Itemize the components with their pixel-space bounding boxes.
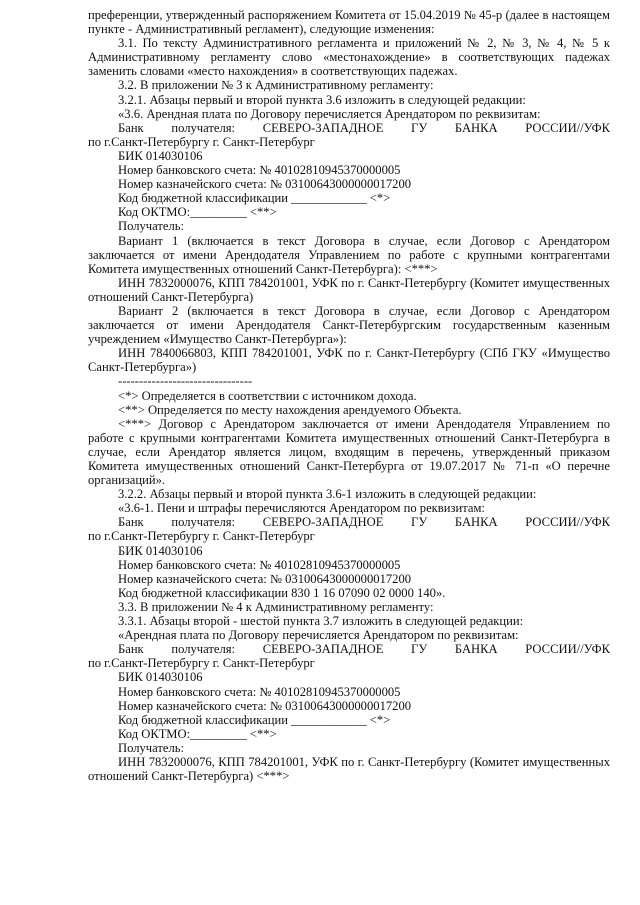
paragraph: Номер казначейского счета: № 03100643000000017200 — [118, 571, 412, 586]
paragraph: 3.3.1. Абзацы второй - шестой пункта 3.7 изложить в следующей редакции: — [118, 614, 524, 629]
paragraph: Код ОКТМО:_________ <**> — [118, 726, 277, 741]
paragraph: Вариант 2 (включается в текст Договора в случае, если Договор с Арендатором заключается от имени Арендодателя Санкт-Петербургским государственным казенным учреждением «Имущество Санкт-Петербурга»): — [88, 303, 610, 347]
paragraph: по г.Санкт-Петербургу г. Санкт-Петербург — [88, 529, 315, 544]
paragraph: БИК 014030106 — [118, 543, 203, 558]
paragraph: Код бюджетной классификации ____________ <*> — [118, 191, 391, 206]
paragraph: по г.Санкт-Петербургу г. Санкт-Петербург — [88, 656, 315, 671]
paragraph: БИК 014030106 — [118, 148, 203, 163]
paragraph: преференции, утвержденный распоряжением Комитета от 15.04.2019 № 45-р (далее в настоящем пункте - Административный регламент), следующие изменения: — [88, 8, 610, 37]
paragraph: Вариант 1 (включается в текст Договора в случае, если Договор с Арендатором заключается от имени Арендодателя Управлением по работе с крупными контрагентами Комитета имущественных отношений Санкт-Петербурга): <***> — [88, 233, 610, 276]
paragraph: ИНН 7832000076, КПП 784201001, УФК по г. Санкт-Петербургу (Комитет имущественных отношений Санкт-Петербурга) <***> — [88, 754, 610, 784]
paragraph: Номер банковского счета: № 40102810945370000005 — [118, 684, 401, 699]
paragraph: 3.2. В приложении № 3 к Административному регламенту: — [118, 78, 434, 93]
paragraph: «3.6-1. Пени и штрафы перечисляются Арендатором по реквизитам: — [118, 501, 485, 516]
paragraph: 3.2.2. Абзацы первый и второй пункта 3.6-1 изложить в следующей редакции: — [118, 487, 537, 502]
paragraph: Банк получателя: СЕВЕРО-ЗАПАДНОЕ ГУ БАНКА РОССИИ//УФК — [118, 515, 610, 530]
paragraph: Получатель: — [118, 740, 185, 755]
paragraph: Номер банковского счета: № 40102810945370000005 — [118, 163, 401, 178]
paragraph: 3.3. В приложении № 4 к Административному регламенту: — [118, 599, 434, 614]
paragraph: Код ОКТМО:_________ <**> — [118, 205, 277, 220]
paragraph: «3.6. Арендная плата по Договору перечисляется Арендатором по реквизитам: — [118, 106, 541, 121]
paragraph: Получатель: — [118, 219, 185, 234]
paragraph: БИК 014030106 — [118, 670, 203, 685]
paragraph: Код бюджетной классификации ____________ <*> — [118, 712, 391, 727]
paragraph: Номер казначейского счета: № 03100643000000017200 — [118, 177, 412, 192]
paragraph: Код бюджетной классификации 830 1 16 07090 02 0000 140». — [118, 585, 446, 600]
paragraph: ИНН 7840066803, КПП 784201001, УФК по г. Санкт-Петербургу (СПб ГКУ «Имущество Санкт-Петербурга») — [88, 346, 610, 375]
paragraph: Банк получателя: СЕВЕРО-ЗАПАДНОЕ ГУ БАНКА РОССИИ//УФК — [118, 642, 610, 657]
paragraph: 3.2.1. Абзацы первый и второй пункта 3.6 изложить в следующей редакции: — [118, 92, 526, 107]
paragraph: <***> Договор с Арендатором заключается от имени Арендодателя Управлением по работе с крупными контрагентами Комитета имущественных отношений Санкт-Петербурга в случае, если Арендатор является лицом, входящим в перечень, утвержденный приказом Комитета имущественных отношений Санкт-Петербурга от 19.07.2017 № 71-п «О перечне организаций». — [88, 416, 610, 488]
paragraph: Номер казначейского счета: № 03100643000000017200 — [118, 698, 412, 713]
paragraph: -------------------------------- — [118, 374, 253, 389]
paragraph: Номер банковского счета: № 40102810945370000005 — [118, 557, 401, 572]
paragraph: <*> Определяется в соответствии с источником дохода. — [118, 388, 417, 403]
paragraph: ИНН 7832000076, КПП 784201001, УФК по г. Санкт-Петербургу (Комитет имущественных отношений Санкт-Петербурга) — [88, 275, 610, 304]
paragraph: по г.Санкт-Петербургу г. Санкт-Петербург — [88, 134, 315, 149]
paragraph: 3.1. По тексту Административного регламента и приложений № 2, № 3, № 4, № 5 к Административному регламенту слово «местонахождение» в соответствующих падежах заменить словами «место нахождения» в соответствующих падежах. — [88, 36, 610, 79]
paragraph: «Арендная плата по Договору перечисляется Арендатором по реквизитам: — [118, 628, 519, 643]
paragraph: Банк получателя: СЕВЕРО-ЗАПАДНОЕ ГУ БАНКА РОССИИ//УФК — [118, 120, 610, 135]
paragraph: <**> Определяется по месту нахождения арендуемого Объекта. — [118, 402, 462, 417]
